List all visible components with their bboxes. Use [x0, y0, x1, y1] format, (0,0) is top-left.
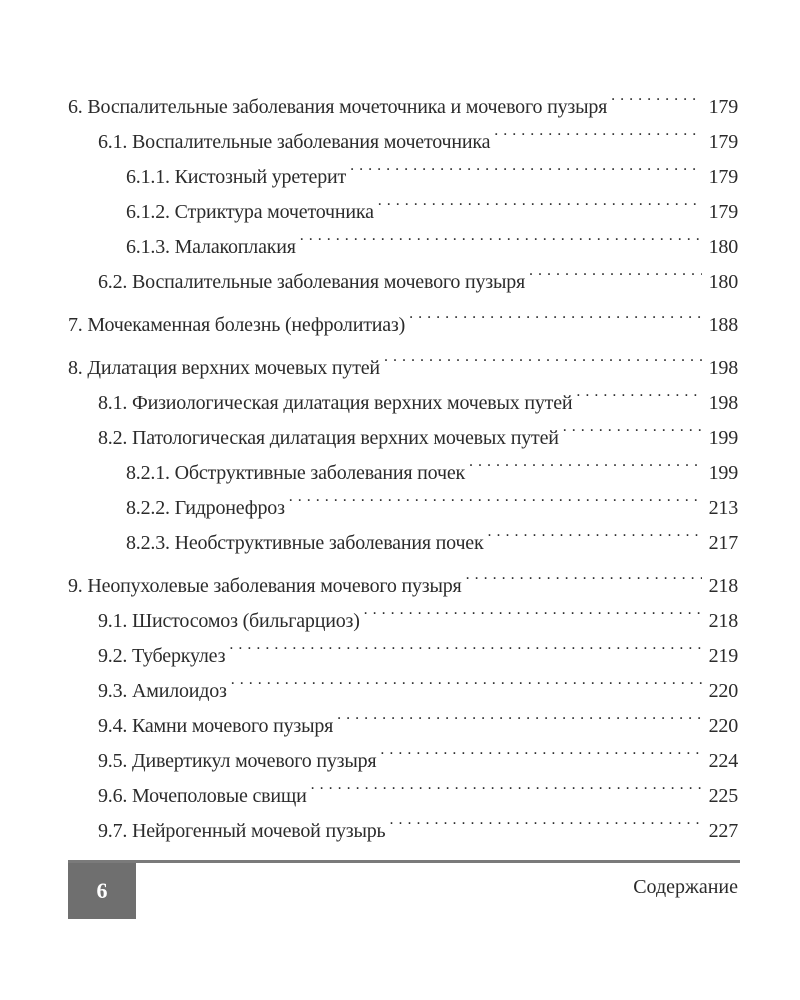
toc-entry-page: 213 — [708, 497, 738, 519]
toc-entry-page: 199 — [708, 427, 738, 449]
toc-entry-page: 199 — [708, 462, 738, 484]
toc-entry-title: 6.1.1. Кистозный уретерит — [126, 166, 347, 188]
toc-entry-title: 9.3. Амилоидоз — [98, 680, 227, 702]
running-footer-title: Содержание — [633, 876, 738, 898]
toc-entry-title: 6.1.3. Малакоплакия — [126, 236, 296, 258]
toc-leader-dots — [409, 296, 702, 331]
toc-entry-title: 9.2. Туберкулез — [98, 645, 226, 667]
toc-entry-page: 179 — [708, 96, 738, 118]
toc-entry[interactable] — [68, 339, 738, 379]
toc-entry-title: 6. Воспалительные заболевания мочеточника и мочевого пузыря — [68, 96, 608, 118]
toc-entry-page: 179 — [708, 201, 738, 223]
toc-leader-dots — [289, 479, 702, 514]
toc-leader-dots — [231, 662, 702, 697]
toc-entry-page: 220 — [708, 680, 738, 702]
toc-entry-page: 218 — [708, 575, 738, 597]
toc-entry-page: 219 — [708, 645, 738, 667]
toc-entry-title: 8.2.2. Гидронефроз — [126, 497, 285, 519]
toc-leader-dots — [576, 374, 702, 409]
toc-entry[interactable] — [68, 557, 738, 597]
page-number-tab — [68, 863, 136, 919]
toc-entry-title: 8.2.3. Необструктивные заболевания почек — [126, 532, 484, 554]
toc-entry-page: 225 — [708, 785, 738, 807]
toc-leader-dots — [311, 767, 702, 802]
toc-leader-dots — [378, 183, 702, 218]
toc-entry-title: 9.4. Камни мочевого пузыря — [98, 715, 334, 737]
toc-entry-page: 220 — [708, 715, 738, 737]
toc-leader-dots — [529, 253, 702, 288]
footer-divider — [68, 860, 740, 863]
table-of-contents — [68, 78, 738, 842]
toc-leader-dots — [563, 409, 702, 444]
toc-entry-title: 9.5. Дивертикул мочевого пузыря — [98, 750, 377, 772]
toc-leader-dots — [488, 514, 703, 549]
toc-entry-title: 6.1. Воспалительные заболевания мочеточника — [98, 131, 491, 153]
toc-leader-dots — [364, 592, 702, 627]
toc-entry[interactable] — [68, 296, 738, 336]
page-number: 6 — [96, 878, 108, 903]
toc-entry-page: 198 — [708, 357, 738, 379]
toc-leader-dots — [389, 802, 702, 837]
toc-entry-page: 218 — [708, 610, 738, 632]
toc-leader-dots — [300, 218, 702, 253]
toc-leader-dots — [380, 732, 702, 767]
toc-entry-page: 227 — [708, 820, 738, 842]
toc-entry-title: 8.2. Патологическая дилатация верхних мочевых путей — [98, 427, 559, 449]
toc-entry-title: 8. Дилатация верхних мочевых путей — [68, 357, 380, 379]
toc-entry-page: 188 — [708, 314, 738, 336]
toc-leader-dots — [384, 339, 702, 374]
toc-entry-page: 180 — [708, 271, 738, 293]
toc-leader-dots — [337, 697, 702, 732]
toc-entry-title: 6.1.2. Стриктура мочеточника — [126, 201, 374, 223]
toc-entry-title: 9.6. Мочеполовые свищи — [98, 785, 307, 807]
toc-entry[interactable] — [68, 78, 738, 118]
toc-entry-title: 7. Мочекаменная болезнь (нефролитиаз) — [68, 314, 406, 336]
toc-entry-title: 9.1. Шистосомоз (бильгарциоз) — [98, 610, 360, 632]
toc-entry-page: 224 — [708, 750, 738, 772]
toc-leader-dots — [494, 113, 702, 148]
toc-entry-page: 198 — [708, 392, 738, 414]
toc-entry-title: 9. Неопухолевые заболевания мочевого пузыря — [68, 575, 462, 597]
toc-entry-title: 6.2. Воспалительные заболевания мочевого пузыря — [98, 271, 526, 293]
toc-leader-dots — [350, 148, 702, 183]
toc-entry-page: 217 — [708, 532, 738, 554]
toc-entry-page: 179 — [708, 166, 738, 188]
toc-entry-title: 8.2.1. Обструктивные заболевания почек — [126, 462, 466, 484]
toc-leader-dots — [611, 78, 702, 113]
toc-leader-dots — [466, 557, 702, 592]
toc-leader-dots — [469, 444, 702, 479]
toc-entry-page: 179 — [708, 131, 738, 153]
toc-entry-title: 8.1. Физиологическая дилатация верхних мочевых путей — [98, 392, 573, 414]
toc-leader-dots — [229, 627, 702, 662]
toc-entry-title: 9.7. Нейрогенный мочевой пузырь — [98, 820, 386, 842]
toc-entry-page: 180 — [708, 236, 738, 258]
